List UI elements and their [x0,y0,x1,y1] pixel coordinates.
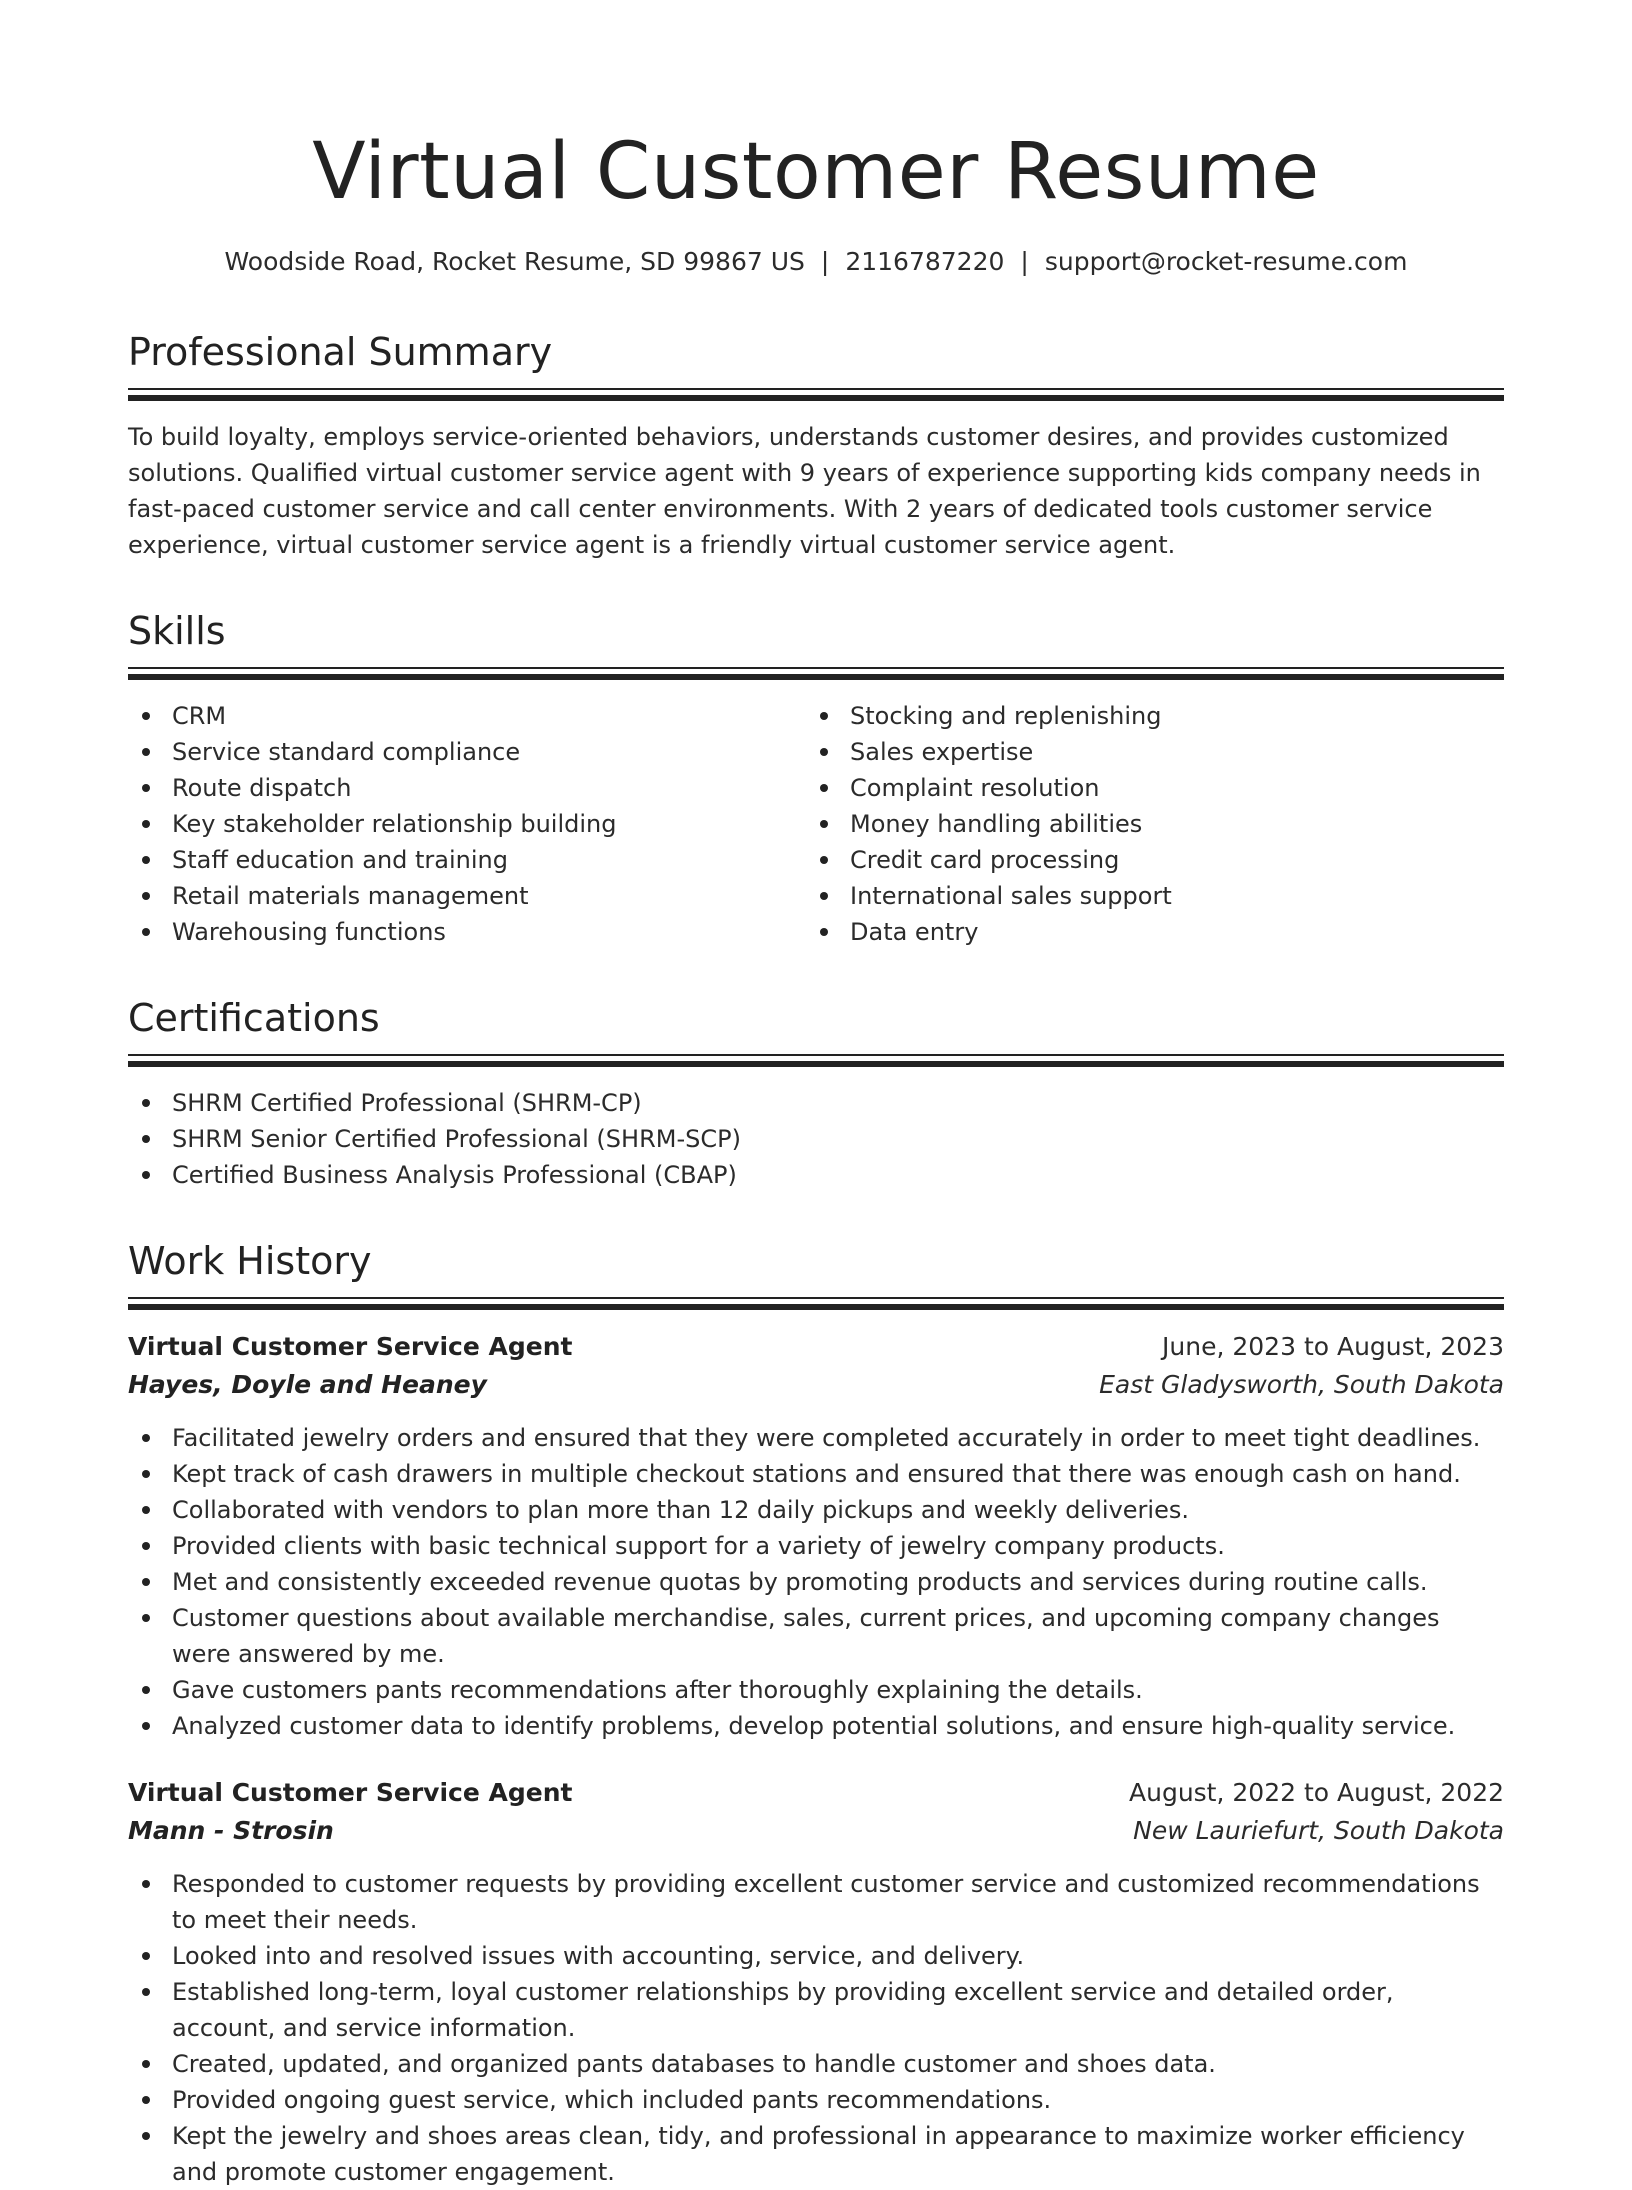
section-divider [128,1054,1504,1056]
job-bullet: Responded to customer requests by providing excellent customer service and customized recommendations to meet their needs. [128,1866,1504,1938]
skills-section-header [128,607,1504,680]
job-bullet: Facilitated jewelry orders and ensured that they were completed accurately in order to meet tight deadlines. [128,1420,1504,1456]
contact-phone: 2116787220 [845,247,1005,276]
job-title: Virtual Customer Service Agent [128,1778,573,1807]
contact-address: Woodside Road, Rocket Resume, SD 99867 US [224,247,805,276]
contact-separator: | [1020,247,1029,276]
job-bullet: Kept track of cash drawers in multiple checkout stations and ensured that there was enough cash on hand. [128,1456,1504,1492]
skill-item: Data entry [806,914,1484,950]
summary-heading: Professional Summary [128,330,553,374]
section-divider-thick [128,674,1504,680]
job-entry [128,1328,1504,1744]
skill-item: Service standard compliance [128,734,806,770]
skill-item: Stocking and replenishing [806,698,1484,734]
job-bullet: Collaborated with vendors to plan more than 12 daily pickups and weekly deliveries. [128,1492,1504,1528]
skill-item: Staff education and training [128,842,806,878]
skills-heading: Skills [128,609,226,653]
job-title: Virtual Customer Service Agent [128,1332,573,1361]
resume-page [128,0,1504,2190]
job-bullet: Looked into and resolved issues with accounting, service, and delivery. [128,1938,1504,1974]
job-bullets [128,1420,1504,1744]
skill-item: Money handling abilities [806,806,1484,842]
section-divider [128,388,1504,390]
skill-item: Complaint resolution [806,770,1484,806]
skill-item: Retail materials management [128,878,806,914]
skill-item: CRM [128,698,806,734]
job-bullet: Gave customers pants recommendations after thoroughly explaining the details. [128,1672,1504,1708]
work-heading: Work History [128,1239,372,1283]
job-header-row [128,1774,1504,1812]
skills-columns [128,698,1504,950]
certifications-heading: Certifications [128,996,380,1040]
section-divider-thick [128,1061,1504,1067]
skill-item: Route dispatch [128,770,806,806]
section-divider-thick [128,395,1504,401]
job-bullet: Provided clients with basic technical support for a variety of jewelry company products. [128,1528,1504,1564]
section-divider-thick [128,1304,1504,1310]
job-company: Hayes, Doyle and Heaney [128,1370,487,1399]
job-bullet: Customer questions about available merchandise, sales, current prices, and upcoming company changes were answered by me. [128,1600,1504,1672]
job-bullets [128,1866,1504,2190]
certification-item: SHRM Certified Professional (SHRM-CP) [128,1085,1504,1121]
section-divider [128,667,1504,669]
skill-item: International sales support [806,878,1484,914]
contact-email[interactable]: support@rocket-resume.com [1044,247,1408,276]
job-dates: August, 2022 to August, 2022 [1129,1778,1504,1807]
work-section-header [128,1237,1504,1310]
skills-list-left [128,698,806,950]
job-company: Mann - Strosin [128,1816,334,1845]
summary-text: To build loyalty, employs service-oriented behaviors, understands customer desires, and provides customized solutions. Qualified virtual customer service agent with 9 years of experience supporting kids company needs in fast-paced customer service and call center environments. With 2 years of dedicated tools customer service experience, virtual customer service agent is a friendly virtual customer service agent. [128,423,1481,559]
section-divider [128,1297,1504,1299]
skill-item: Sales expertise [806,734,1484,770]
skills-list-right [806,698,1484,950]
job-company-row [128,1812,1504,1850]
job-bullet: Created, updated, and organized pants databases to handle customer and shoes data. [128,2046,1504,2082]
skill-item: Key stakeholder relationship building [128,806,806,842]
skill-item: Warehousing functions [128,914,806,950]
job-dates: June, 2023 to August, 2023 [1162,1332,1504,1361]
job-location: East Gladysworth, South Dakota [1099,1370,1504,1399]
job-bullet: Established long-term, loyal customer relationships by providing excellent service and detailed order, account, and service information. [128,1974,1504,2046]
certifications-section-header [128,994,1504,1067]
job-entry [128,1774,1504,2190]
job-location: New Lauriefurt, South Dakota [1133,1816,1504,1845]
certifications-list [128,1085,1504,1193]
certification-item: Certified Business Analysis Professional (CBAP) [128,1157,1504,1193]
job-bullet: Met and consistently exceeded revenue quotas by promoting products and services during routine calls. [128,1564,1504,1600]
contact-line [128,244,1504,280]
certification-item: SHRM Senior Certified Professional (SHRM-SCP) [128,1121,1504,1157]
job-bullet: Analyzed customer data to identify problems, develop potential solutions, and ensure high-quality service. [128,1708,1504,1744]
resume-title: Virtual Customer Resume [312,127,1320,217]
job-header-row [128,1328,1504,1366]
job-bullet: Kept the jewelry and shoes areas clean, tidy, and professional in appearance to maximize worker efficiency and promote customer engagement. [128,2118,1504,2190]
contact-separator: | [820,247,830,276]
job-company-row [128,1366,1504,1404]
summary-section-header [128,328,1504,401]
job-bullet: Provided ongoing guest service, which included pants recommendations. [128,2082,1504,2118]
skill-item: Credit card processing [806,842,1484,878]
